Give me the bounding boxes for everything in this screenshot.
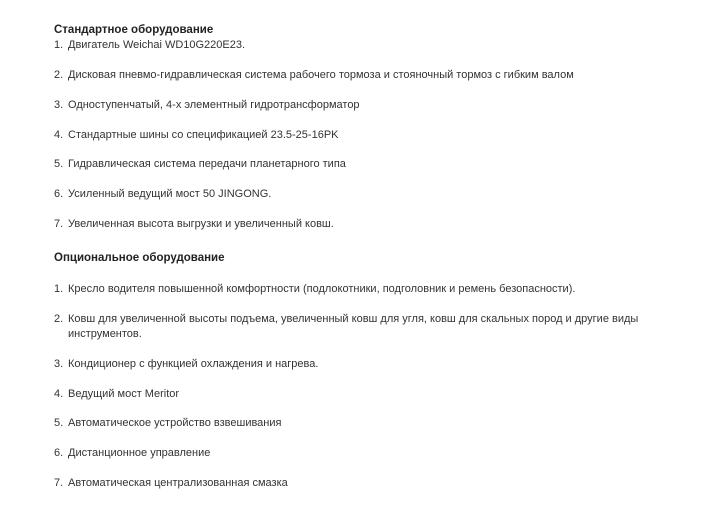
list-item-text: Увеличенная высота выгрузки и увеличенный ковш.	[68, 218, 334, 230]
list-item-number: 4.	[54, 129, 64, 141]
list-item-number: 1.	[54, 39, 64, 51]
list-item-text: Двигатель Weichai WD10G220E23.	[68, 39, 246, 51]
optional-equipment-title: Опциональное оборудование	[54, 252, 225, 264]
list-item-number: 1.	[54, 283, 64, 295]
list-item-text: Одноступенчатый, 4-х элементный гидротрансформатор	[68, 99, 360, 111]
list-item-text: Автоматическое устройство взвешивания	[68, 417, 282, 429]
list-item	[54, 128, 684, 143]
list-item-number: 2.	[54, 313, 64, 325]
list-item-text: Усиленный ведущий мост 50 JINGONG.	[68, 188, 272, 200]
list-item-number: 5.	[54, 417, 64, 429]
list-item-text: Дисковая пневмо-гидравлическая система рабочего тормоза и стояночный тормоз с гибким валом	[68, 69, 574, 81]
list-item	[54, 68, 684, 83]
list-item	[54, 282, 684, 297]
list-item-number: 2.	[54, 69, 64, 81]
list-item	[54, 416, 684, 431]
list-item-text: Гидравлическая система передачи планетарного типа	[68, 158, 346, 170]
list-item	[54, 387, 684, 402]
list-item	[54, 217, 684, 232]
list-item	[54, 38, 684, 53]
list-item	[54, 476, 684, 491]
list-item-number: 7.	[54, 218, 64, 230]
list-item-text: Дистанционное управление	[68, 447, 211, 459]
list-item-text: Автоматическая централизованная смазка	[68, 477, 288, 489]
standard-equipment-title: Стандартное оборудование	[54, 24, 214, 36]
list-item-number: 6.	[54, 447, 64, 459]
list-item	[54, 446, 684, 461]
list-item-number: 7.	[54, 477, 64, 489]
list-item-number: 4.	[54, 388, 64, 400]
list-item-text: Ковш для увеличенной высоты подъема, увеличенный ковш для угля, ковш для скальных пород и другие виды инструментов.	[68, 313, 639, 340]
list-item	[54, 98, 684, 113]
list-item	[54, 157, 684, 172]
list-item-number: 3.	[54, 99, 64, 111]
list-item-number: 5.	[54, 158, 64, 170]
list-item-text: Стандартные шины со спецификацией 23.5-25-16PK	[68, 129, 339, 141]
list-item	[54, 357, 684, 372]
list-item	[54, 312, 684, 342]
list-item-text: Кресло водителя повышенной комфортности (подлокотники, подголовник и ремень безопасности).	[68, 283, 576, 295]
list-item-text: Кондиционер с функцией охлаждения и нагрева.	[68, 358, 319, 370]
list-item-number: 6.	[54, 188, 64, 200]
list-item-text: Ведущий мост Meritor	[68, 388, 180, 400]
list-item-number: 3.	[54, 358, 64, 370]
list-item	[54, 187, 684, 202]
